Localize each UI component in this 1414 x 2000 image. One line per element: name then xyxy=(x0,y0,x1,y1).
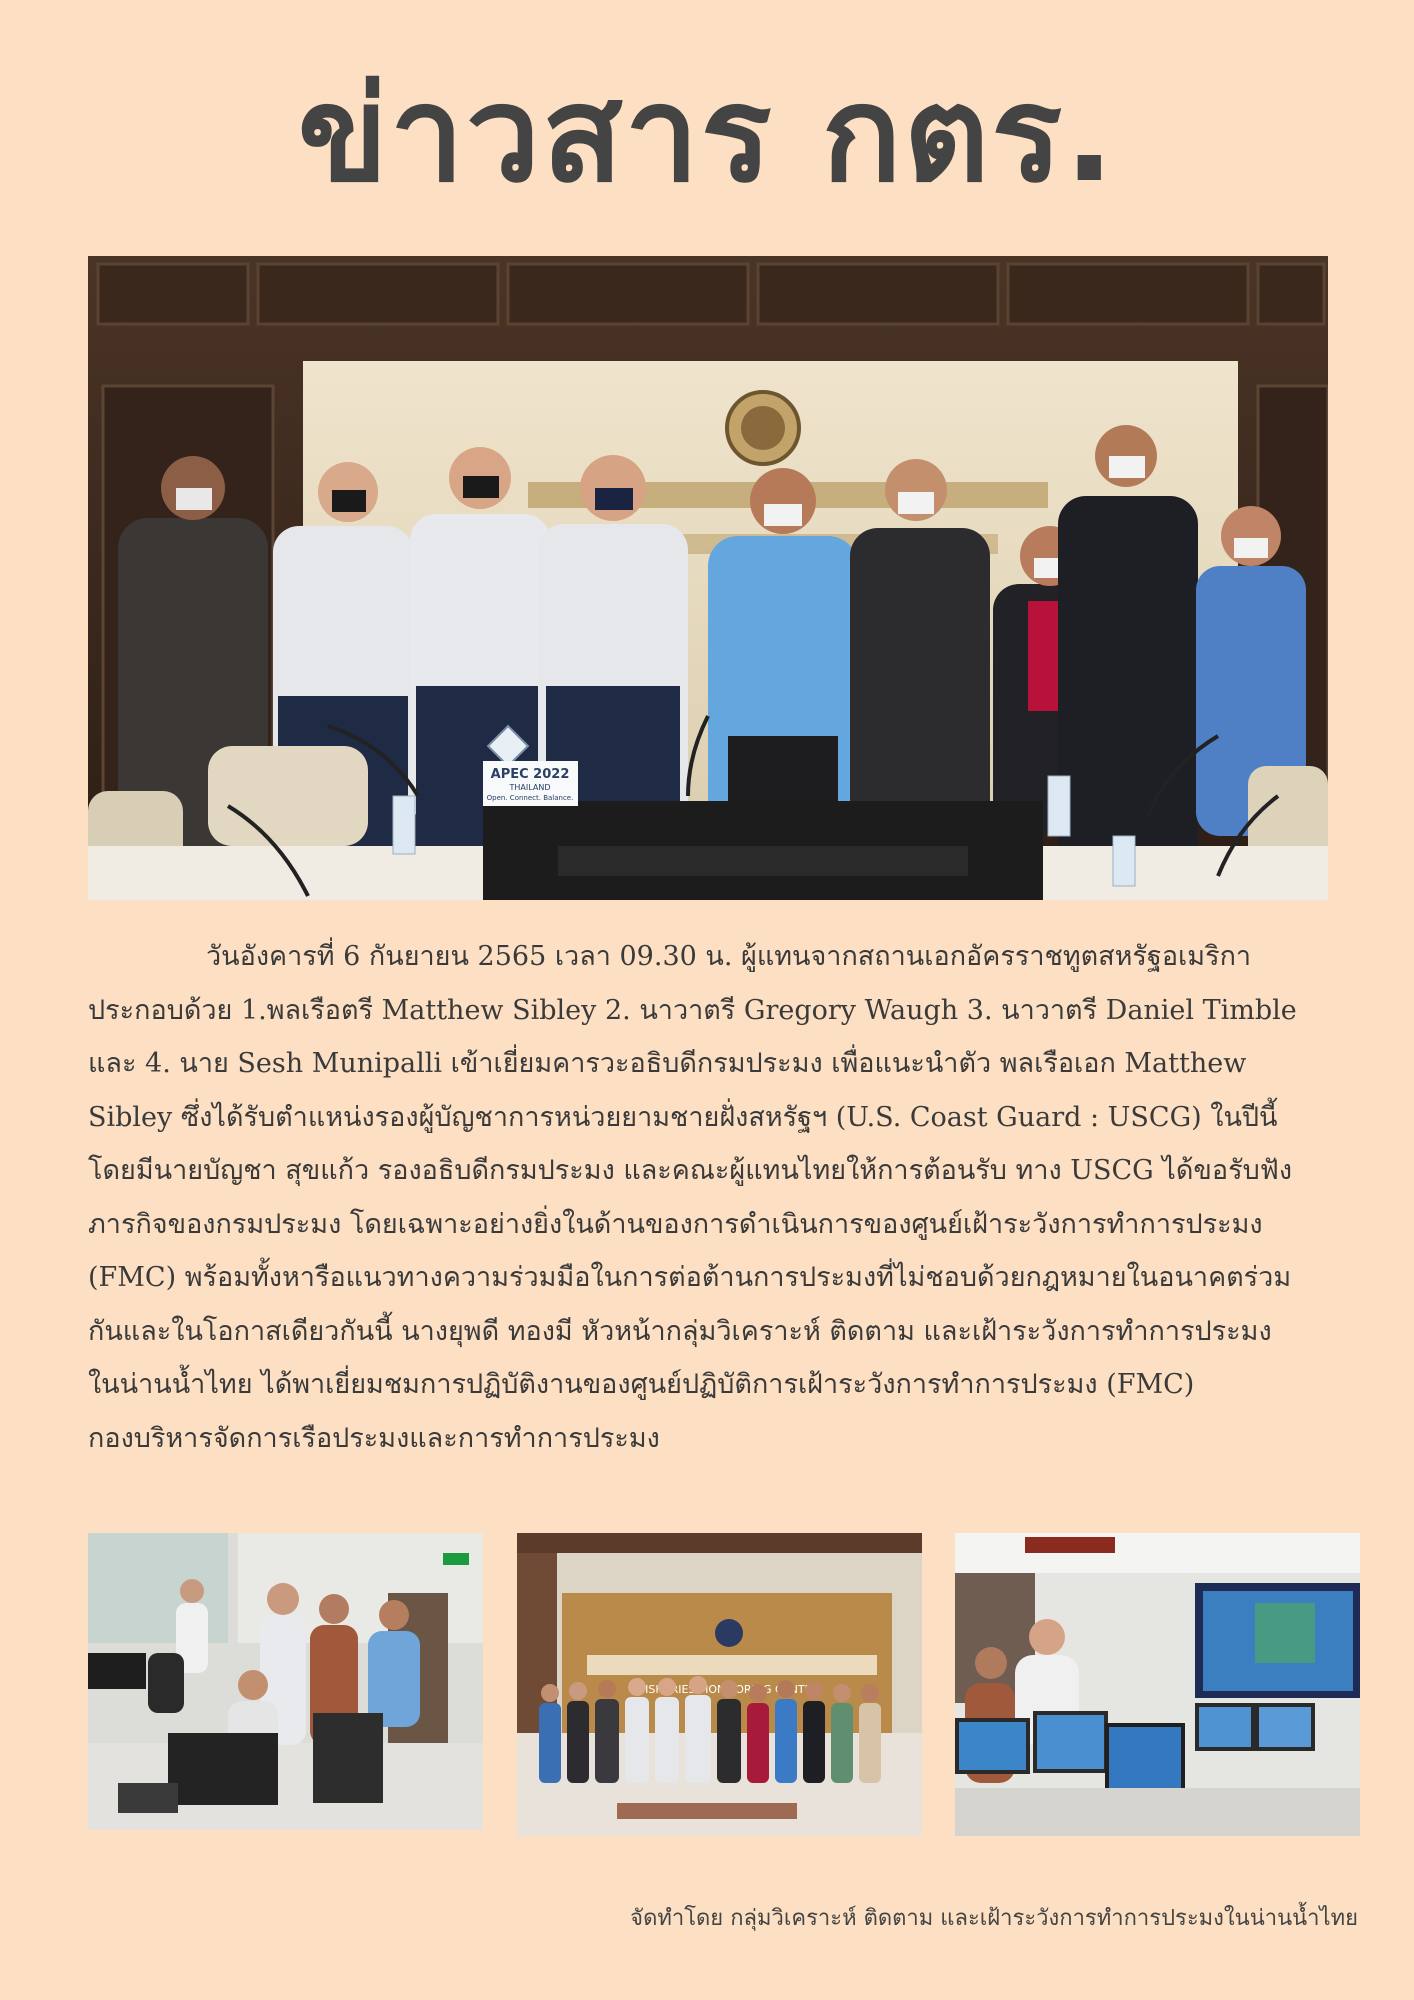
fmc-monitoring-photo xyxy=(955,1533,1360,1836)
apec-sign-tag: Open. Connect. Balance. xyxy=(486,794,574,802)
fmc-workstation-photo xyxy=(88,1533,483,1830)
article-line: ประกอบด้วย 1.พลเรือตรี Matthew Sibley 2. นาวาตรี Gregory Waugh 3. นาวาตรี Daniel Timble xyxy=(88,994,1297,1026)
article-line: (FMC) พร้อมทั้งหารือแนวทางความร่วมมือในการต่อต้านการประมงที่ไม่ชอบด้วยกฎหมายในอนาคตร่วม xyxy=(88,1262,1292,1293)
fmc-sign-text: CENTER xyxy=(775,1683,820,1696)
apec-sign-sub: THAILAND xyxy=(509,783,551,792)
article-line: Sibley ซึ่งได้รับตำแหน่งรองผู้บัญชาการหน่วยยามชายฝั่งสหรัฐฯ (U.S. Coast Guard : USCG) ในปีนี้ xyxy=(88,1101,1278,1133)
fmc-group-photo-image xyxy=(517,1533,922,1836)
page-title: ข่าวสาร กตร. xyxy=(297,58,1117,212)
article-line: ภารกิจของกรมประมง โดยเฉพาะอย่างยิ่งในด้านของการดำเนินการของศูนย์เฝ้าระวังการทำการประมง xyxy=(88,1208,1263,1240)
fmc-workstation-photo-image xyxy=(88,1533,483,1830)
apec-sign-text: APEC 2022 xyxy=(490,767,570,782)
main-group-photo-image xyxy=(88,256,1328,900)
main-group-photo xyxy=(88,256,1328,900)
article-line: และ 4. นาย Sesh Munipalli เข้าเยี่ยมคารวะอธิบดีกรมประมง เพื่อแนะนำตัว พลเรือเอก Matthew xyxy=(88,1048,1247,1079)
article-line: วันอังคารที่ 6 กันยายน 2565 เวลา 09.30 น. ผู้แทนจากสถานเอกอัครราชทูตสหรัฐอเมริกา xyxy=(206,941,1252,972)
article-line: ในน่านน้ำไทย ได้พาเยี่ยมชมการปฏิบัติงานของศูนย์ปฏิบัติการเฝ้าระวังการทำการประมง (FMC) xyxy=(88,1369,1195,1400)
article-line: โดยมีนายบัญชา สุขแก้ว รองอธิบดีกรมประมง และคณะผู้แทนไทยให้การต้อนรับ ทาง USCG ได้ขอรับฟัง xyxy=(88,1155,1293,1186)
article-line: กันและในโอกาสเดียวกันนี้ นางยุพดี ทองมี หัวหน้ากลุ่มวิเคราะห์ ติดตาม และเฝ้าระวังการทำการประมง xyxy=(88,1315,1272,1347)
article-body xyxy=(88,930,1350,1465)
article-line: กองบริหารจัดการเรือประมงและการทำการประมง xyxy=(88,1422,660,1454)
fmc-monitoring-photo-image xyxy=(955,1533,1360,1836)
footer-credit: จัดทำโดย กลุ่มวิเคราะห์ ติดตาม และเฝ้าระวังการทำการประมงในน่านน้ำไทย xyxy=(630,1906,1358,1931)
fmc-group-photo xyxy=(517,1533,922,1836)
